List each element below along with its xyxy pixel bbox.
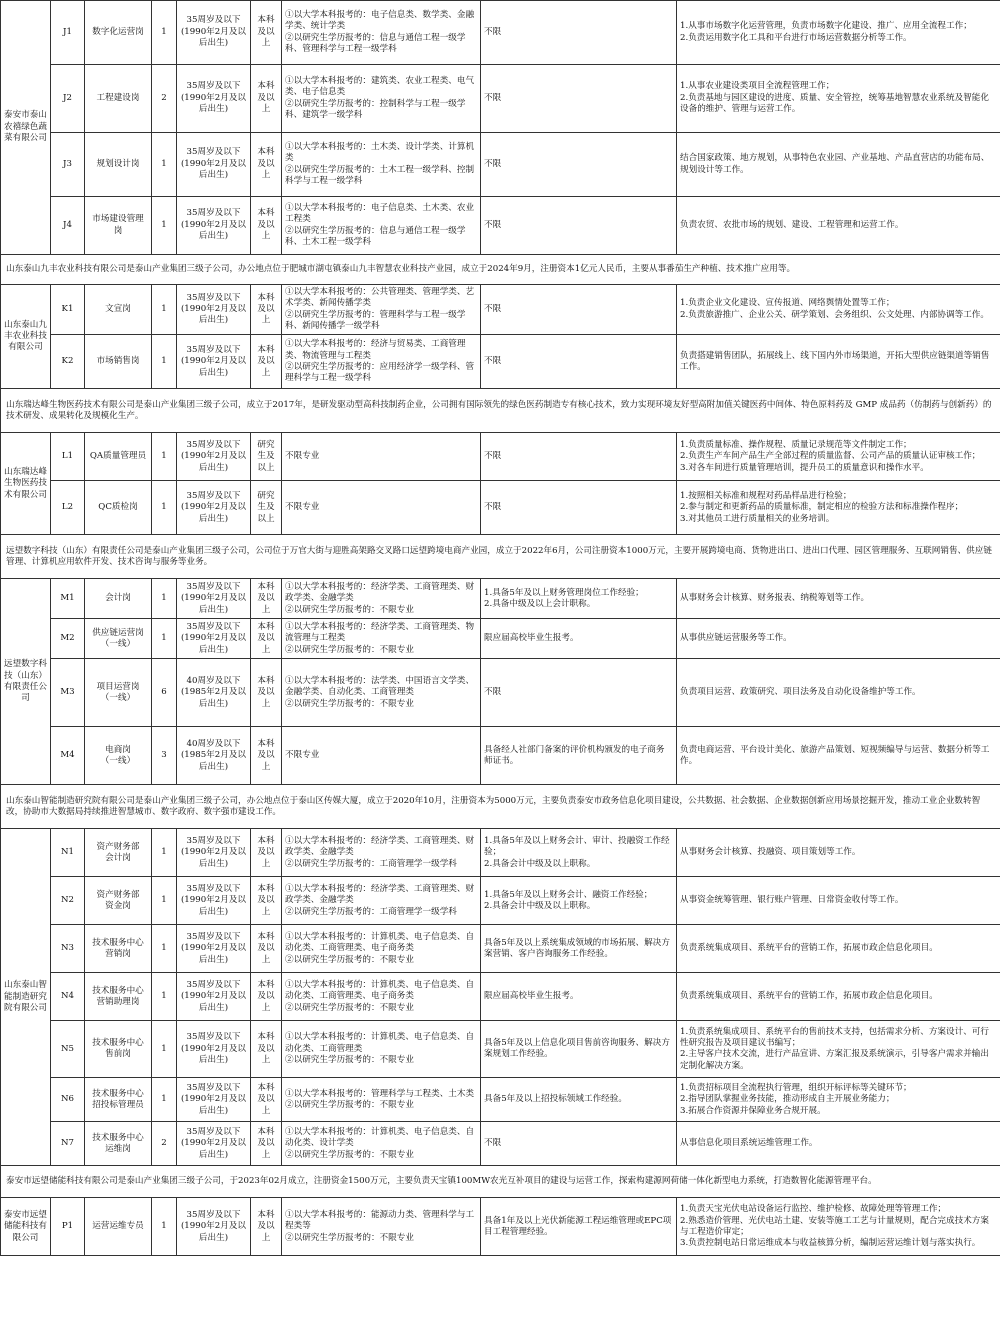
company-name: 泰安市泰山农禧绿色蔬菜有限公司 <box>1 1 51 255</box>
table-row <box>1 197 1000 255</box>
education-requirement: 本科及以上 <box>251 1198 282 1256</box>
education-requirement: 本科及以上 <box>251 1 282 65</box>
education-requirement: 本科及以上 <box>251 727 282 785</box>
job-count: 1 <box>152 619 177 659</box>
job-code: N1 <box>51 829 85 877</box>
job-duty: 从事财务会计核算、投融资、项目策划等工作。 <box>677 829 1000 877</box>
job-count: 1 <box>152 197 177 255</box>
table-row <box>1 925 1000 973</box>
job-code: N2 <box>51 877 85 925</box>
other-requirement: 不限 <box>481 481 677 535</box>
major-requirement: ①以大学本科报考的：经济学类、工商管理类、财政学类、金融学类 ②以研究生学历报考的：工商管理学一级学科 <box>282 877 481 925</box>
major-requirement: ①以大学本科报考的：公共管理类、管理学类、艺术学类、新闻传播学类 ②以研究生学历报考的：管理科学与工程一级学科、新闻传播学一级学科 <box>282 285 481 335</box>
age-requirement: 40周岁及以下 (1985年2月及以后出生) <box>177 659 251 727</box>
table-row <box>1 1122 1000 1166</box>
job-duty: 负责电商运营、平台设计美化、旅游产品策划、短视频编导与运营、数据分析等工作。 <box>677 727 1000 785</box>
major-requirement: ①以大学本科报考的：计算机类、电子信息类、自动化类、工商管理类、电子商务类 ②以研究生学历报考的：不限专业 <box>282 973 481 1021</box>
job-duty: 从事信息化项目系统运维管理工作。 <box>677 1122 1000 1166</box>
company-intro-row <box>1 255 1000 285</box>
company-intro-row <box>1 389 1000 433</box>
job-count: 1 <box>152 285 177 335</box>
job-title: 市场建设管理岗 <box>85 197 152 255</box>
education-requirement: 本科及以上 <box>251 1122 282 1166</box>
age-requirement: 35周岁及以下 (1990年2月及以后出生) <box>177 925 251 973</box>
major-requirement: ①以大学本科报考的：电子信息类、数学类、金融学类、统计学类 ②以研究生学历报考的：信息与通信工程一级学科、管理科学与工程一级学科 <box>282 1 481 65</box>
other-requirement: 不限 <box>481 65 677 133</box>
age-requirement: 35周岁及以下 (1990年2月及以后出生) <box>177 433 251 481</box>
major-requirement: ①以大学本科报考的：经济学类、工商管理类、财政学类、金融学类 ②以研究生学历报考的：不限专业 <box>282 579 481 619</box>
job-code: L2 <box>51 481 85 535</box>
table-row <box>1 335 1000 389</box>
job-count: 1 <box>152 433 177 481</box>
job-title: 市场销售岗 <box>85 335 152 389</box>
major-requirement: ①以大学本科报考的：土木类、设计学类、计算机类 ②以研究生学历报考的：土木工程一级学科、控制科学与工程一级学科 <box>282 133 481 197</box>
job-duty: 1.负责天宝光伏电站设备运行监控、维护检修、故障处理等管理工作； 2.熟悉造价管理、光伏电站土建、安装等施工工艺与计量规则，配合完成技术方案与工程造价审定； 3.负责控制电站日常运维成本与收益核算分析，编制运营运维计划与落实执行。 <box>677 1198 1000 1256</box>
table-row <box>1 65 1000 133</box>
table-row <box>1 877 1000 925</box>
table-row <box>1 1078 1000 1122</box>
other-requirement: 具备1年及以上光伏新能源工程运维管理或EPC项目工程管理经验。 <box>481 1198 677 1256</box>
job-duty: 1.负责企业文化建设、宣传报道、网络舆情处置等工作； 2.负责旅游推广、企业公关、研学策划、会务组织、公文处理、内部协调等工作。 <box>677 285 1000 335</box>
major-requirement: 不限专业 <box>282 481 481 535</box>
job-code: J2 <box>51 65 85 133</box>
table-row <box>1 481 1000 535</box>
job-title: 文宣岗 <box>85 285 152 335</box>
job-duty: 1.从事农业建设类项目全流程管理工作； 2.负责基地与园区建设的进度、质量、安全管控，统筹基地智慧农业系统及智能化设备的维护、管理与运营工作。 <box>677 65 1000 133</box>
major-requirement: ①以大学本科报考的：经济学类、工商管理类、财政学类、金融学类 ②以研究生学历报考的：工商管理学一级学科 <box>282 829 481 877</box>
education-requirement: 本科及以上 <box>251 1078 282 1122</box>
major-requirement: ①以大学本科报考的：计算机类、电子信息类、自动化类、工商管理类 ②以研究生学历报考的：不限专业 <box>282 1021 481 1078</box>
age-requirement: 35周岁及以下 (1990年2月及以后出生) <box>177 197 251 255</box>
job-count: 1 <box>152 481 177 535</box>
major-requirement: ①以大学本科报考的：经济与贸易类、工商管理类、物流管理与工程类 ②以研究生学历报考的：应用经济学一级学科、管理科学与工程一级学科 <box>282 335 481 389</box>
major-requirement: ①以大学本科报考的：计算机类、电子信息类、自动化类、工商管理类、电子商务类 ②以研究生学历报考的：不限专业 <box>282 925 481 973</box>
other-requirement: 1.具备5年及以上财务会计、融资工作经验； 2.具备会计中级及以上职称。 <box>481 877 677 925</box>
education-requirement: 本科及以上 <box>251 973 282 1021</box>
job-count: 1 <box>152 973 177 1021</box>
other-requirement: 不限 <box>481 433 677 481</box>
other-requirement: 不限 <box>481 285 677 335</box>
job-title: 技术服务中心 运维岗 <box>85 1122 152 1166</box>
company-intro-row <box>1 535 1000 579</box>
job-count: 1 <box>152 1078 177 1122</box>
major-requirement: ①以大学本科报考的：计算机类、电子信息类、自动化类、设计学类 ②以研究生学历报考的：不限专业 <box>282 1122 481 1166</box>
education-requirement: 本科及以上 <box>251 925 282 973</box>
age-requirement: 35周岁及以下 (1990年2月及以后出生) <box>177 481 251 535</box>
major-requirement: 不限专业 <box>282 433 481 481</box>
job-duty: 1.负责系统集成项目、系统平台的售前技术支持，包括需求分析、方案设计、可行性研究报告及项目建议书编写； 2.主导客户技术交流，进行产品宣讲、方案汇报及系统演示，引导客户需求并输出定制化解决方案。 <box>677 1021 1000 1078</box>
company-name: 山东泰山智能制造研究院有限公司 <box>1 829 51 1166</box>
table-row <box>1 1 1000 65</box>
job-duty: 从事资金统筹管理、银行账户管理、日常资金收付等工作。 <box>677 877 1000 925</box>
company-intro: 山东瑞达峰生物医药技术有限公司是泰山产业集团三级子公司，成立于2017年，是研发驱动型高科技制药企业，公司拥有国际领先的绿色医药制造专有核心技术，致力实现环境友好型高附加值关键医药中间体、特色原料药及 GMP 成品药（仿制药与创新药）的技术研发、成果转化及规模化生产。 <box>1 389 1000 433</box>
job-title: 供应链运营岗 （一线） <box>85 619 152 659</box>
job-duty: 负责系统集成项目、系统平台的营销工作，拓展市政企信息化项目。 <box>677 973 1000 1021</box>
job-code: N3 <box>51 925 85 973</box>
other-requirement: 不限 <box>481 133 677 197</box>
education-requirement: 本科及以上 <box>251 133 282 197</box>
job-count: 1 <box>152 925 177 973</box>
job-count: 2 <box>152 65 177 133</box>
job-code: K1 <box>51 285 85 335</box>
table-row <box>1 433 1000 481</box>
job-title: 技术服务中心 营销助理岗 <box>85 973 152 1021</box>
other-requirement: 不限 <box>481 335 677 389</box>
table-body <box>1 1 1000 1256</box>
age-requirement: 35周岁及以下 (1990年2月及以后出生) <box>177 1198 251 1256</box>
other-requirement: 不限 <box>481 659 677 727</box>
job-count: 2 <box>152 1122 177 1166</box>
job-count: 1 <box>152 133 177 197</box>
table-row <box>1 727 1000 785</box>
table-row <box>1 579 1000 619</box>
job-count: 1 <box>152 1198 177 1256</box>
company-name: 山东瑞达峰生物医药技术有限公司 <box>1 433 51 535</box>
age-requirement: 35周岁及以下 (1990年2月及以后出生) <box>177 1122 251 1166</box>
job-title: 技术服务中心 售前岗 <box>85 1021 152 1078</box>
table-row <box>1 1198 1000 1256</box>
job-title: 电商岗 （一线） <box>85 727 152 785</box>
company-name: 山东泰山九丰农业科技有限公司 <box>1 285 51 389</box>
other-requirement: 1.具备5年及以上财务管理岗位工作经验； 2.具备中级及以上会计职称。 <box>481 579 677 619</box>
job-duty: 1.按照相关标准和规程对药品样品进行检验； 2.参与制定和更新药品的质量标准，制定相应的检验方法和标准操作程序； 3.对其他员工进行质量相关的业务培训。 <box>677 481 1000 535</box>
education-requirement: 本科及以上 <box>251 1021 282 1078</box>
company-intro: 泰安市远望储能科技有限公司是泰山产业集团三级子公司，于2023年02月成立，注册资金1500万元，主要负责天宝镇100MW农光互补项目的建设与运营工作，探索构建源网荷储一体化新型电力系统，打造数智化能源管理平台。 <box>1 1166 1000 1198</box>
education-requirement: 本科及以上 <box>251 335 282 389</box>
job-duty: 1.从事市场数字化运营管理，负责市场数字化建设、推广、应用全流程工作； 2.负责运用数字化工具和平台进行市场运营数据分析等工作。 <box>677 1 1000 65</box>
job-count: 3 <box>152 727 177 785</box>
job-title: 技术服务中心 招投标管理员 <box>85 1078 152 1122</box>
job-code: J3 <box>51 133 85 197</box>
company-intro: 山东泰山九丰农业科技有限公司是泰山产业集团三级子公司，办公地点位于肥城市湖屯镇泰山九丰智慧农业科技产业园，成立于2024年9月，注册资本1亿元人民币，主要从事番茄生产种植、技术推广应用等。 <box>1 255 1000 285</box>
age-requirement: 35周岁及以下 (1990年2月及以后出生) <box>177 133 251 197</box>
age-requirement: 40周岁及以下 (1985年2月及以后出生) <box>177 727 251 785</box>
education-requirement: 本科及以上 <box>251 829 282 877</box>
job-code: J1 <box>51 1 85 65</box>
job-duty: 1.负责质量标准、操作规程、质量记录规范等文件制定工作； 2.负责生产车间产品生产全部过程的质量监督、公司产品的质量认证审核工作； 3.对各车间进行质量管理培训，提升员工的质量意识和操作水平。 <box>677 433 1000 481</box>
job-code: N4 <box>51 973 85 1021</box>
other-requirement: 具备5年及以上招投标领域工作经验。 <box>481 1078 677 1122</box>
education-requirement: 本科及以上 <box>251 659 282 727</box>
job-title: 会计岗 <box>85 579 152 619</box>
job-title: QC质检岗 <box>85 481 152 535</box>
education-requirement: 研究生及以上 <box>251 481 282 535</box>
age-requirement: 35周岁及以下 (1990年2月及以后出生) <box>177 335 251 389</box>
company-intro-row <box>1 785 1000 829</box>
job-duty: 负责系统集成项目、系统平台的营销工作，拓展市政企信息化项目。 <box>677 925 1000 973</box>
major-requirement: ①以大学本科报考的：电子信息类、土木类、农业工程类 ②以研究生学历报考的：信息与通信工程一级学科、土木工程一级学科 <box>282 197 481 255</box>
company-intro-row <box>1 1166 1000 1198</box>
table-row <box>1 1021 1000 1078</box>
age-requirement: 35周岁及以下 (1990年2月及以后出生) <box>177 579 251 619</box>
job-count: 1 <box>152 829 177 877</box>
age-requirement: 35周岁及以下 (1990年2月及以后出生) <box>177 829 251 877</box>
table-row <box>1 659 1000 727</box>
table-row <box>1 829 1000 877</box>
job-title: 数字化运营岗 <box>85 1 152 65</box>
job-code: L1 <box>51 433 85 481</box>
job-duty: 负责搭建销售团队，拓展线上、线下国内外市场渠道，开拓大型供应链渠道等销售工作。 <box>677 335 1000 389</box>
education-requirement: 本科及以上 <box>251 197 282 255</box>
other-requirement: 不限 <box>481 1 677 65</box>
education-requirement: 本科及以上 <box>251 619 282 659</box>
job-count: 1 <box>152 1021 177 1078</box>
company-name: 泰安市远望储能科技有限公司 <box>1 1198 51 1256</box>
major-requirement: ①以大学本科报考的：经济学类、工商管理类、物流管理与工程类 ②以研究生学历报考的：不限专业 <box>282 619 481 659</box>
other-requirement: 限应届高校毕业生报考。 <box>481 973 677 1021</box>
job-code: P1 <box>51 1198 85 1256</box>
other-requirement: 具备经人社部门备案的评价机构颁发的电子商务师证书。 <box>481 727 677 785</box>
job-duty: 从事财务会计核算、财务报表、纳税筹划等工作。 <box>677 579 1000 619</box>
job-title: 资产财务部 资金岗 <box>85 877 152 925</box>
other-requirement: 限应届高校毕业生报考。 <box>481 619 677 659</box>
job-title: QA质量管理员 <box>85 433 152 481</box>
company-intro: 远望数字科技（山东）有限责任公司是泰山产业集团三级子公司，公司位于万官大街与迎胜高架路交叉路口远望跨境电商产业园，成立于2022年6月，公司注册资本1000万元，主要开展跨境电商、货物进出口、进出口代理、园区管理服务、互联网销售、供应链管理、计算机应用软件开发、技术咨询与服务等业务。 <box>1 535 1000 579</box>
job-code: N5 <box>51 1021 85 1078</box>
other-requirement: 不限 <box>481 1122 677 1166</box>
major-requirement: ①以大学本科报考的：法学类、中国语言文学类、金融学类、自动化类、工商管理类 ②以研究生学历报考的：不限专业 <box>282 659 481 727</box>
job-code: M2 <box>51 619 85 659</box>
major-requirement: 不限专业 <box>282 727 481 785</box>
job-title: 工程建设岗 <box>85 65 152 133</box>
other-requirement: 具备5年及以上信息化项目售前咨询服务、解决方案规划工作经验。 <box>481 1021 677 1078</box>
major-requirement: ①以大学本科报考的：能源动力类、管理科学与工程类等 ②以研究生学历报考的：不限专业 <box>282 1198 481 1256</box>
other-requirement: 不限 <box>481 197 677 255</box>
education-requirement: 本科及以上 <box>251 285 282 335</box>
job-count: 1 <box>152 1 177 65</box>
age-requirement: 35周岁及以下 (1990年2月及以后出生) <box>177 877 251 925</box>
education-requirement: 本科及以上 <box>251 579 282 619</box>
job-code: J4 <box>51 197 85 255</box>
age-requirement: 35周岁及以下 (1990年2月及以后出生) <box>177 1 251 65</box>
education-requirement: 本科及以上 <box>251 65 282 133</box>
age-requirement: 35周岁及以下 (1990年2月及以后出生) <box>177 285 251 335</box>
age-requirement: 35周岁及以下 (1990年2月及以后出生) <box>177 619 251 659</box>
job-code: M4 <box>51 727 85 785</box>
company-intro: 山东泰山智能制造研究院有限公司是泰山产业集团三级子公司，办公地点位于泰山区传媒大厦，成立于2020年10月，注册资本为5000万元，主要负责泰安市政务信息化项目建设，公共数据、社会数据、企业数据创新应用场景挖掘开发，推动工业企业数转智改，协助市大数据局持续推进智慧城市、数字政府、数字强市建设工作。 <box>1 785 1000 829</box>
age-requirement: 35周岁及以下 (1990年2月及以后出生) <box>177 973 251 1021</box>
job-count: 1 <box>152 579 177 619</box>
job-code: N7 <box>51 1122 85 1166</box>
job-count: 1 <box>152 335 177 389</box>
table-row <box>1 133 1000 197</box>
job-duty: 结合国家政策、地方规划，从事特色农业园、产业基地、产品直营店的功能布局、规划设计等工作。 <box>677 133 1000 197</box>
job-title: 运营运维专员 <box>85 1198 152 1256</box>
company-name: 远望数字科技（山东）有限责任公司 <box>1 579 51 785</box>
job-title: 技术服务中心 营销岗 <box>85 925 152 973</box>
job-title: 资产财务部 会计岗 <box>85 829 152 877</box>
age-requirement: 35周岁及以下 (1990年2月及以后出生) <box>177 65 251 133</box>
job-count: 6 <box>152 659 177 727</box>
other-requirement: 具备5年及以上系统集成领域的市场拓展、解决方案营销、客户咨询服务工作经验。 <box>481 925 677 973</box>
job-duty: 1.负责招标项目全流程执行管理，组织开标评标等关键环节； 2.指导团队掌握业务技能，推动形成自主开展业务能力； 3.拓展合作资源并保障业务合规开展。 <box>677 1078 1000 1122</box>
age-requirement: 35周岁及以下 (1990年2月及以后出生) <box>177 1078 251 1122</box>
table-row <box>1 285 1000 335</box>
job-code: N6 <box>51 1078 85 1122</box>
job-duty: 负责项目运营、政策研究、项目法务及自动化设备维护等工作。 <box>677 659 1000 727</box>
job-title: 规划设计岗 <box>85 133 152 197</box>
job-duty: 从事供应链运营服务等工作。 <box>677 619 1000 659</box>
age-requirement: 35周岁及以下 (1990年2月及以后出生) <box>177 1021 251 1078</box>
job-title: 项目运营岗 （一线） <box>85 659 152 727</box>
other-requirement: 1.具备5年及以上财务会计、审计、投融资工作经验； 2.具备会计中级及以上职称。 <box>481 829 677 877</box>
major-requirement: ①以大学本科报考的：建筑类、农业工程类、电气类、电子信息类 ②以研究生学历报考的：控制科学与工程一级学科、建筑学一级学科 <box>282 65 481 133</box>
education-requirement: 本科及以上 <box>251 877 282 925</box>
major-requirement: ①以大学本科报考的：管理科学与工程类、土木类 ②以研究生学历报考的：不限专业 <box>282 1078 481 1122</box>
education-requirement: 研究生及以上 <box>251 433 282 481</box>
job-code: M1 <box>51 579 85 619</box>
job-duty: 负责农贸、农批市场的规划、建设、工程管理和运营工作。 <box>677 197 1000 255</box>
job-code: M3 <box>51 659 85 727</box>
job-count: 1 <box>152 877 177 925</box>
job-code: K2 <box>51 335 85 389</box>
table-row <box>1 619 1000 659</box>
table-row <box>1 973 1000 1021</box>
